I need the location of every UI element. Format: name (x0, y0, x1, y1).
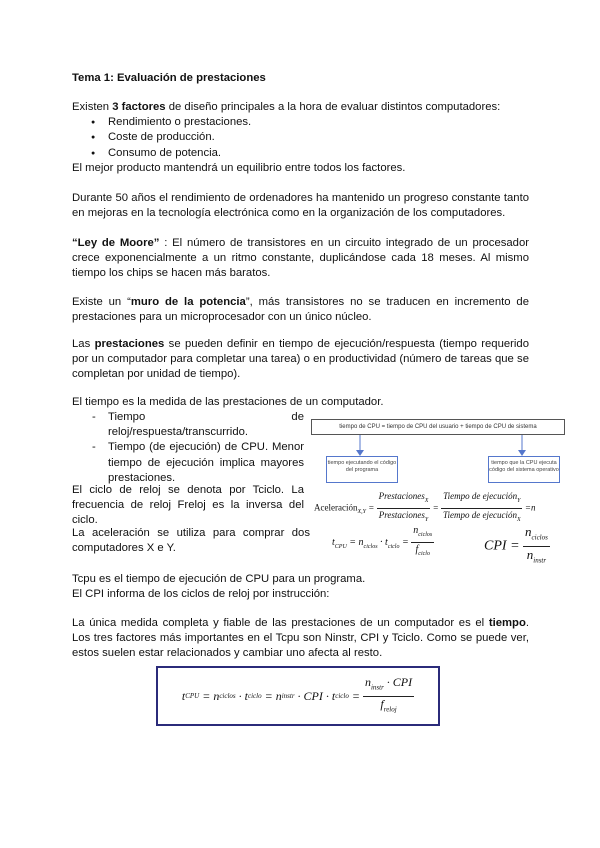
list-item: ● Consumo de potencia. (72, 146, 529, 161)
list-item: ● Rendimiento o prestaciones. (72, 115, 529, 130)
list-item: - Tiempo de reloj/respuesta/transcurrido. (72, 410, 304, 440)
factores-list (72, 115, 529, 161)
document-title: Tema 1: Evaluación de prestaciones (72, 72, 266, 84)
cpu-time-bar: tiempo de CPU = tiempo de CPU del usuario + tiempo de CPU de sistema (311, 419, 565, 435)
paragraph-moore: “Ley de Moore” : El número de transistores en un circuito integrado de un procesador crece exponencialmente a un ritmo constante, duplicándose cada 18 meses. Al mismo tiempo los chips se hacen más baratos. (72, 237, 529, 280)
tcpu-formula: $t_{CPU} = n_{ciclos} \cdot t_{ciclo}$ = $\frac{n_{ciclos}}{f_{ciclo}}$ (332, 525, 433, 557)
tiempo-list (72, 410, 304, 486)
paragraph-prestaciones: Las prestaciones se pueden definir en tiempo de ejecución/respuesta (tiempo requerido por un computador para completar una tarea) o en productividad (número de tareas que se completan por unidad de tiempo). (72, 338, 529, 381)
paragraph-tcpu: Tcpu es el tiempo de ejecución de CPU para un programa. El CPI informa de los ciclos de reloj por instrucción: (72, 573, 366, 601)
paragraph-ciclo-reloj: El ciclo de reloj se denota por Tciclo. La frecuencia de reloj Freloj es la inversa del ciclo. (72, 484, 304, 527)
paragraph-factores: Existen 3 factores de diseño principales a la hora de evaluar distintos computadores: ● Rendimiento o prestaciones. ● Coste de producción. ● Consumo de potencia. El mejor producto mantendrá un equilibrio entre todos los factores. (72, 100, 529, 176)
paragraph-conclusion: La única medida completa y fiable de las prestaciones de un computador es el tiempo. Los tres factores más importantes en el Tcpu son Ninstr, CPI y Tciclo. Como se puede ver, estos suelen estar relacionados y cambiar uno afecta al resto. (72, 617, 529, 660)
paragraph-muro-potencia: Existe un “muro de la potencia”, más transistores no se traducen en incremento de prestaciones para un microprocesador con un único núcleo. (72, 296, 529, 324)
paragraph-progreso: Durante 50 años el rendimiento de ordenadores ha mantenido un progreso constante tanto en mejoras en la tecnología electrónica como en la organización de los computadores. (72, 192, 529, 220)
acceleration-formula: Aceleración$_{X,Y}$ = $\frac{Prestaciones_X}{Prestaciones_Y}$ = $\frac{Tiempo de ejecución_Y}{Tiempo de ejecución_X}$ =n (314, 491, 536, 523)
list-item: ● Coste de producción. (72, 130, 529, 145)
cpi-formula: CPI = $\frac{n_{ciclos}}{n_{instr}}$ (484, 524, 548, 565)
main-tcpu-formula-box: t CPU = n ciclos · t ciclo = n instr · CPI · t ciclo = $\frac{n_{instr} \cdot CPI}{f_{reloj}}$ (156, 666, 440, 726)
paragraph-tiempo: El tiempo es la medida de las prestaciones de un computador. (72, 396, 384, 408)
tiempo-list-block (72, 410, 304, 486)
list-item: - Tiempo (de ejecución) de CPU. Menor tiempo de ejecución implica mayores prestaciones. (72, 440, 304, 486)
system-time-box: tiempo que la CPU ejecuta código del sistema operativo (488, 456, 560, 483)
user-time-box: tiempo ejecutando el código del programa (326, 456, 398, 483)
paragraph-aceleracion: La aceleración se utiliza para comprar dos computadores X e Y. (72, 527, 310, 555)
